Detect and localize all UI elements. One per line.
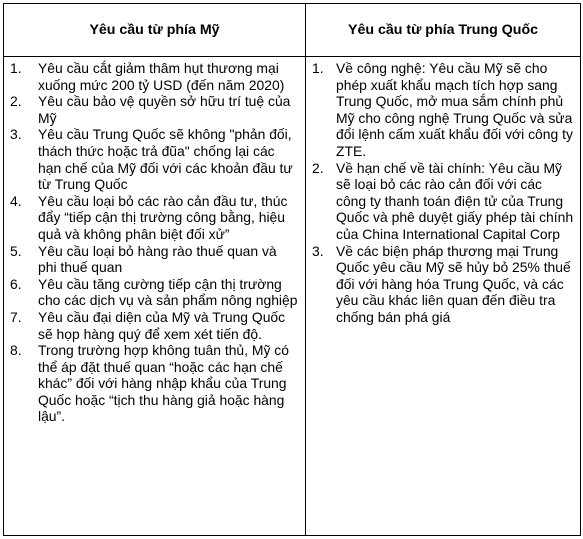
item-number: 5. [10, 242, 22, 259]
item-text: Về công nghệ: Yêu cầu Mỹ sẽ cho phép xuất khẩu mạch tích hợp sang Trung Quốc, mở mua sắm chính phủ Mỹ cho công nghệ Trung Quốc và sửa đổi lệnh cấm xuất khẩu đối với công ty ZTE. [336, 60, 573, 159]
item-number: 3. [312, 242, 324, 259]
item-number: 8. [10, 342, 22, 359]
list-item [6, 243, 299, 276]
china-demands-list [308, 60, 574, 326]
list-item [6, 126, 299, 192]
item-number: 1. [10, 60, 22, 76]
us-demands-list [6, 60, 299, 425]
content-row [4, 57, 581, 536]
item-number: 2. [10, 93, 22, 110]
list-item [6, 309, 299, 342]
demands-comparison-table [3, 3, 581, 536]
header-row [4, 4, 581, 57]
list-item [6, 276, 299, 309]
item-text: Yêu cầu đại diện của Mỹ và Trung Quốc sẽ họp hàng quý để xem xét tiến độ. [38, 308, 286, 342]
list-item [308, 60, 574, 160]
item-text: Yêu cầu tăng cường tiếp cận thị trường cho các dịch vụ và sản phẩm nông nghiệp [38, 275, 298, 309]
list-item [6, 60, 299, 93]
item-text: Về các biện pháp thương mại Trung Quốc yêu cầu Mỹ sẽ hủy bỏ 25% thuế đối với hàng hóa Trung Quốc, và các yêu cầu khác liên quan đến điều tra chống bán phá giá [336, 242, 571, 325]
item-number: 3. [10, 126, 22, 143]
item-text: Yêu cầu loại bỏ hàng rào thuế quan và phi thuế quan [38, 242, 277, 276]
item-text: Trong trường hợp không tuân thủ, Mỹ có thể áp đặt thuế quan “hoặc các hạn chế khác” đối với hàng nhập khẩu của Trung Quốc hoặc “tịch thu hàng giả hoặc hàng lậu”. [38, 342, 289, 425]
list-item [6, 342, 299, 425]
item-number: 7. [10, 308, 22, 325]
header-us-demands: Yêu cầu từ phía Mỹ [4, 4, 306, 57]
item-number: 1. [312, 60, 324, 76]
item-number: 6. [10, 275, 22, 292]
china-demands-cell [306, 57, 581, 536]
list-item [6, 93, 299, 126]
item-number: 4. [10, 192, 22, 209]
item-text: Về hạn chế về tài chính: Yêu cầu Mỹ sẽ loại bỏ các rào cản đối với các công ty thanh toán điện tử của Trung Quốc và phê duyệt giấy phép tài chính của China International Capital Corp [336, 159, 574, 242]
item-text: Yêu cầu cắt giảm thâm hụt thương mại xuống mức 200 tỷ USD (đến năm 2020) [38, 60, 285, 93]
list-item [6, 193, 299, 243]
us-demands-cell [4, 57, 306, 536]
header-china-demands: Yêu cầu từ phía Trung Quốc [306, 4, 581, 57]
item-text: Yêu cầu bảo vệ quyền sở hữu trí tuệ của Mỹ [38, 93, 291, 126]
item-text: Yêu cầu Trung Quốc sẽ không "phản đối, thách thức hoặc trả đũa" chống lại các hạn chế của Mỹ đối với các khoản đầu tư từ Trung Quốc [38, 126, 293, 193]
list-item [308, 160, 574, 243]
item-number: 2. [312, 159, 324, 176]
item-text: Yêu cầu loại bỏ các rào cản đầu tư, thúc đẩy “tiếp cận thị trường công bằng, hiệu quả và không phân biệt đối xử” [38, 192, 288, 242]
list-item [308, 243, 574, 326]
